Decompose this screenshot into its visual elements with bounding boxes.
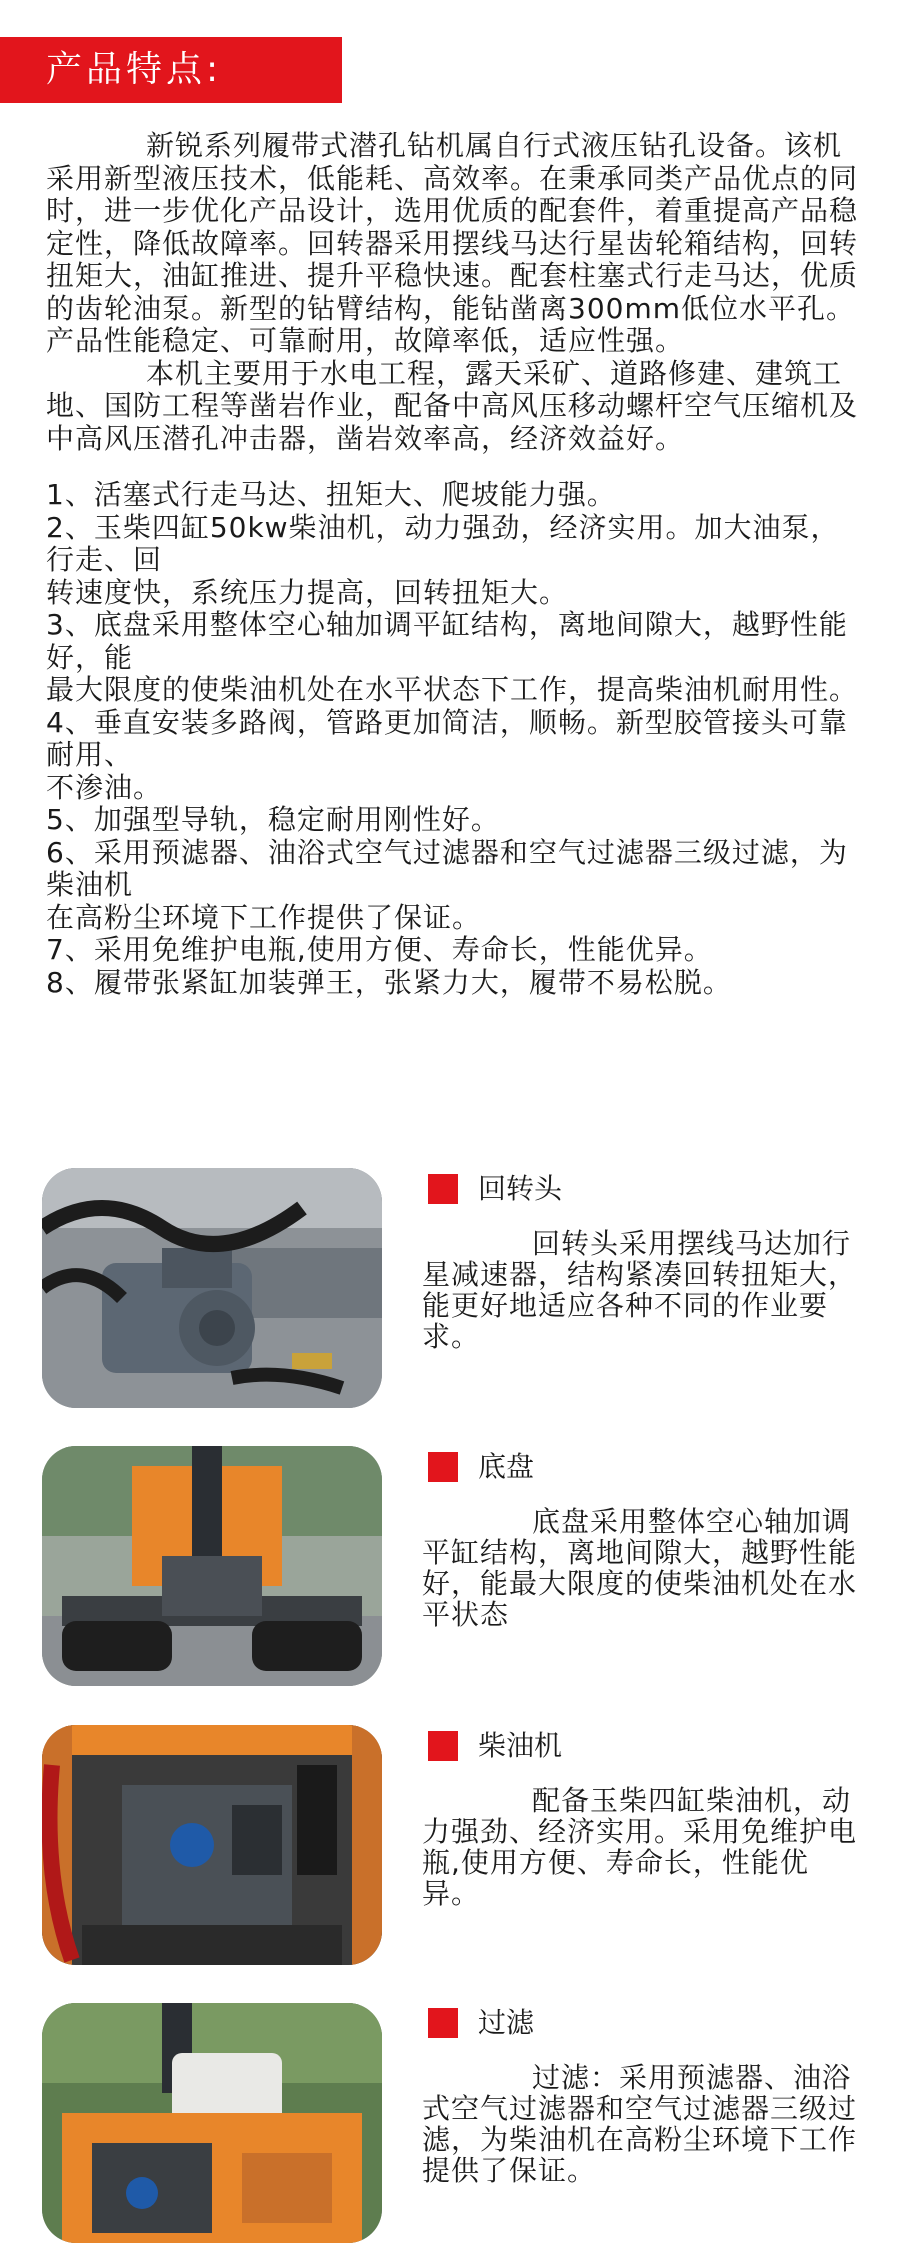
feature-list-line: 7、采用免维护电瓶,使用方便、寿命长，性能优异。 [46, 933, 713, 966]
intro-paragraph-2: 本机主要用于水电工程，露天采矿、道路修建、建筑工地、国防工程等凿岩作业，配备中高风压移动螺杆空气压缩机及中高风压潜孔冲击器，凿岩效率高，经济效益好。 [46, 356, 859, 455]
feature-title: 底盘 [428, 1449, 534, 1483]
feature-description: 配备玉柴四缸柴油机，动力强劲、经济实用。采用免维护电瓶,使用方便、寿命长，性能优异。 [422, 1784, 858, 1910]
diesel-engine-photo [42, 1725, 382, 1965]
feature-list-line: 最大限度的使柴油机处在水平状态下工作，提高柴油机耐用性。 [46, 673, 859, 706]
chassis-photo [42, 1446, 382, 1686]
feature-list-line: 在高粉尘环境下工作提供了保证。 [46, 900, 482, 934]
feature-description: 回转头采用摆线马达加行星减速器，结构紧凑回转扭矩大，能更好地适应各种不同的作业要求。 [422, 1227, 858, 1353]
feature-list-line: 4、垂直安装多路阀，管路更加简洁，顺畅。新型胶管接头可靠耐用、 [46, 705, 848, 771]
feature-list-line: 不渗油。 [46, 770, 163, 804]
banner-title: 产品特点: [46, 49, 223, 90]
feature-list-line: 6、采用预滤器、油浴式空气过滤器和空气过滤器三级过滤，为柴油机 [46, 835, 848, 901]
intro-text [46, 130, 866, 999]
feature-list-line: 5、加强型导轨，稳定耐用刚性好。 [46, 803, 500, 836]
feature-list-line: 2、玉柴四缸50kw柴油机，动力强劲，经济实用。加大油泵，行走、回 [46, 510, 840, 576]
red-square-icon [428, 1174, 458, 1204]
feature-list-line: 3、底盘采用整体空心轴加调平缸结构，离地间隙大，越野性能好，能 [46, 608, 848, 674]
feature-description: 底盘采用整体空心轴加调平缸结构，离地间隙大，越野性能好，能最大限度的使柴油机处在水平状态 [422, 1505, 858, 1631]
intro-paragraph-1: 新锐系列履带式潜孔钻机属自行式液压钻孔设备。该机采用新型液压技术，低能耗、高效率。在秉承同类产品优点的同时，进一步优化产品设计，选用优质的配套件，着重提高产品稳定性，降低故障率。回转器采用摆线马达行星齿轮箱结构，回转扭矩大，油缸推进、提升平稳快速。配套柱塞式行走马达，优质的齿轮油泵。新型的钻臂结构，能钻凿离300mm低位水平孔。产品性能稳定、可靠耐用，故障率低，适应性强。 [46, 129, 859, 357]
section-banner [0, 37, 342, 103]
red-square-icon [428, 2008, 458, 2038]
rotary-head-photo [42, 1168, 382, 1408]
feature-title: 过滤 [428, 2005, 534, 2039]
feature-title: 柴油机 [428, 1728, 562, 1762]
red-square-icon [428, 1731, 458, 1761]
feature-description: 过滤：采用预滤器、油浴式空气过滤器和空气过滤器三级过滤，为柴油机在高粉尘环境下工作提供了保证。 [422, 2061, 858, 2187]
red-square-icon [428, 1452, 458, 1482]
feature-title: 回转头 [428, 1171, 562, 1205]
feature-list-line: 8、履带张紧缸加装弹王，张紧力大，履带不易松脱。 [46, 965, 732, 999]
feature-list-line: 转速度快，系统压力提高，回转扭矩大。 [46, 575, 569, 609]
feature-list-line: 1、活塞式行走马达、扭矩大、爬坡能力强。 [46, 478, 616, 511]
filter-photo [42, 2003, 382, 2243]
